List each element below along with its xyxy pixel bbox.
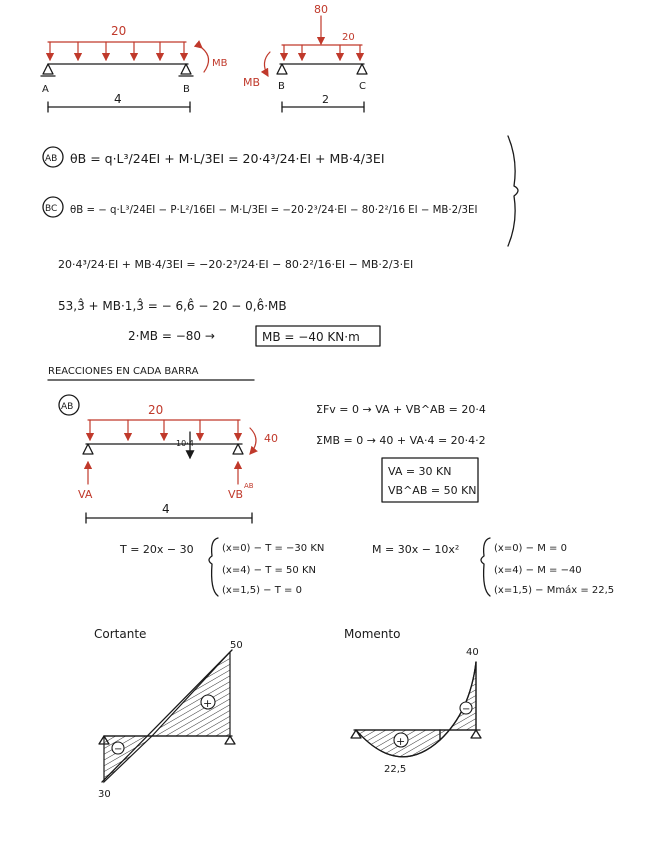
- ab-load-label: 20: [111, 24, 127, 38]
- va-label: VA: [78, 488, 93, 501]
- node-b2: B: [278, 81, 285, 92]
- moment-case-2: (x=1,5) − Mmáx = 22,5: [494, 585, 615, 596]
- sum-fv: ΣFv = 0 → VA + VB^AB = 20·4: [316, 403, 486, 416]
- reactions-section: [48, 366, 486, 523]
- system-brace: [508, 136, 518, 246]
- tag-ab2: AB: [61, 402, 74, 412]
- resultant-force-label: 10·4: [176, 439, 194, 448]
- moment-case-1: (x=4) − M = −40: [494, 565, 582, 576]
- moment-support-b-icon: [471, 730, 481, 738]
- fbd-moment-label: 40: [264, 432, 278, 445]
- shear-case-1: (x=4) − T = 50 KN: [222, 565, 316, 576]
- shear-case-2: (x=1,5) − T = 0: [222, 585, 302, 596]
- moment-diagram: [344, 627, 481, 775]
- tag-bc: BC: [45, 204, 58, 214]
- moment-title: Momento: [344, 627, 401, 641]
- moment-max-label: 40: [466, 647, 479, 658]
- moment-min-label: 22,5: [384, 764, 407, 775]
- span-bc: 2: [322, 93, 329, 106]
- result-vb: VB^AB = 50 KN: [388, 484, 477, 497]
- moment-label-right: MB: [212, 58, 228, 69]
- equation-ab: θB = q·L³/24EI + M·L/3EI = 20·4³/24·EI + MB·4/3EI: [70, 151, 385, 166]
- internal-force-functions: [119, 538, 614, 596]
- beam-ab-diagram: [41, 24, 228, 112]
- equation-bc: θB = − q·L³/24EI − P·L²/16EI − M·L/3EI = −20·2³/24·EI − 80·2²/16 EI − MB·2/3EI: [70, 205, 478, 216]
- shear-brace: [209, 538, 218, 596]
- moment-negative-area: [440, 662, 476, 740]
- reactions-heading: REACCIONES EN CADA BARRA: [48, 366, 199, 377]
- equation-solve: 2·MB = −80 →: [128, 329, 215, 343]
- point-load-label: 80: [314, 3, 328, 16]
- span-ab: 4: [114, 92, 122, 106]
- sum-m: ΣMB = 0 → 40 + VA·4 = 20·4·2: [316, 434, 486, 447]
- result-mb: MB = −40 KN·m: [262, 330, 360, 344]
- moment-brace: [481, 538, 490, 596]
- compatibility-equations: [43, 136, 518, 346]
- beam-bc-diagram: [243, 3, 367, 112]
- shear-case-0: (x=0) − T = −30 KN: [222, 543, 325, 554]
- fbd-span: 4: [162, 502, 170, 516]
- moment-equation: M = 30x − 10x²: [372, 543, 460, 556]
- shear-minus-sign: −: [114, 744, 123, 755]
- fbd-load-label: 20: [148, 403, 164, 417]
- equation-numeric: 53,3̂ + MB·1,3̂ = − 6,6̂ − 20 − 0,6̂·MB: [58, 299, 287, 313]
- vb-superscript: AB: [244, 482, 254, 490]
- shear-plus-sign: +: [203, 697, 213, 710]
- equation-equal: 20·4³/24·EI + MB·4/3EI = −20·2³/24·EI − 80·2²/16·EI − MB·2/3·EI: [58, 258, 414, 271]
- fbd-moment-icon: [250, 428, 256, 454]
- moment-minus-sign: −: [462, 704, 471, 715]
- fbd-support-a-icon: [83, 444, 93, 454]
- shear-title: Cortante: [94, 627, 147, 641]
- moment-plus-sign: +: [396, 735, 406, 748]
- node-b: B: [183, 84, 190, 95]
- shear-equation: T = 20x − 30: [120, 543, 194, 556]
- fbd-support-b-icon: [233, 444, 243, 454]
- moment-label-left: MB: [243, 76, 261, 89]
- shear-negative-area: [104, 736, 152, 782]
- shear-min-label: 30: [98, 789, 111, 800]
- moment-case-0: (x=0) − M = 0: [494, 543, 567, 554]
- tag-ab: AB: [45, 154, 58, 164]
- result-va: VA = 30 KN: [388, 465, 452, 478]
- vb-label: VB: [228, 488, 244, 501]
- node-c: C: [359, 81, 366, 92]
- bc-load-label: 20: [342, 32, 355, 43]
- moment-b2-icon: [264, 52, 270, 76]
- shear-diagram: [94, 627, 243, 800]
- shear-support-b-icon: [225, 736, 235, 744]
- support-a-icon: [43, 64, 53, 74]
- moment-b-icon: [202, 48, 209, 72]
- support-b2-icon: [277, 64, 287, 74]
- node-a: A: [42, 84, 49, 95]
- shear-max-label: 50: [230, 640, 243, 651]
- support-c-icon: [357, 64, 367, 74]
- support-b-icon: [181, 64, 191, 74]
